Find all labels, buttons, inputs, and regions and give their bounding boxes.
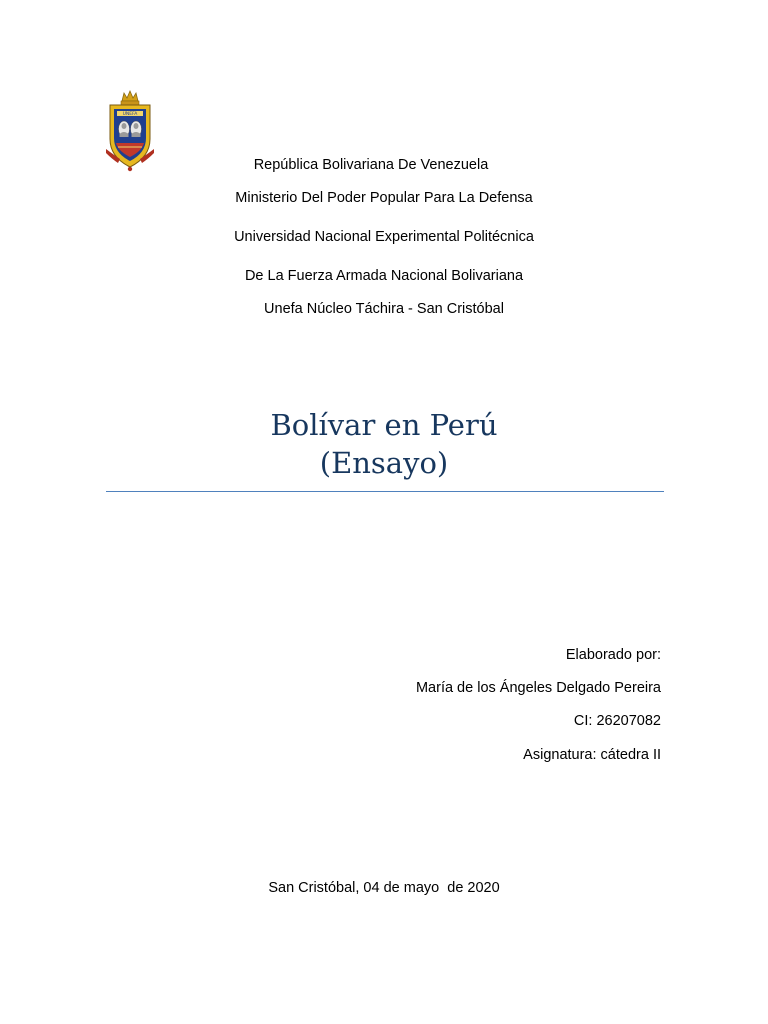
header-university: Universidad Nacional Experimental Politécnica	[234, 229, 534, 245]
header-republic: República Bolivariana De Venezuela	[253, 157, 489, 173]
header-armed-forces: De La Fuerza Armada Nacional Bolivariana	[244, 268, 524, 284]
svg-text:UNEFA: UNEFA	[122, 112, 138, 118]
header-campus: Unefa Núcleo Táchira - San Cristóbal	[264, 301, 504, 317]
author-id: CI: 26207082	[573, 713, 661, 729]
title-divider	[106, 491, 664, 492]
header-ministry: Ministerio Del Poder Popular Para La Defensa	[235, 190, 533, 206]
author-name: María de los Ángeles Delgado Pereira	[415, 680, 661, 696]
place-date: San Cristóbal, 04 de mayo de 2020	[268, 880, 500, 896]
document-title	[0, 406, 768, 482]
author-label: Elaborado por:	[565, 647, 661, 663]
title-line-2: (Ensayo)	[319, 446, 449, 480]
subject-line: Asignatura: cátedra II	[523, 747, 661, 763]
title-line-1: Bolívar en Perú	[270, 408, 498, 442]
